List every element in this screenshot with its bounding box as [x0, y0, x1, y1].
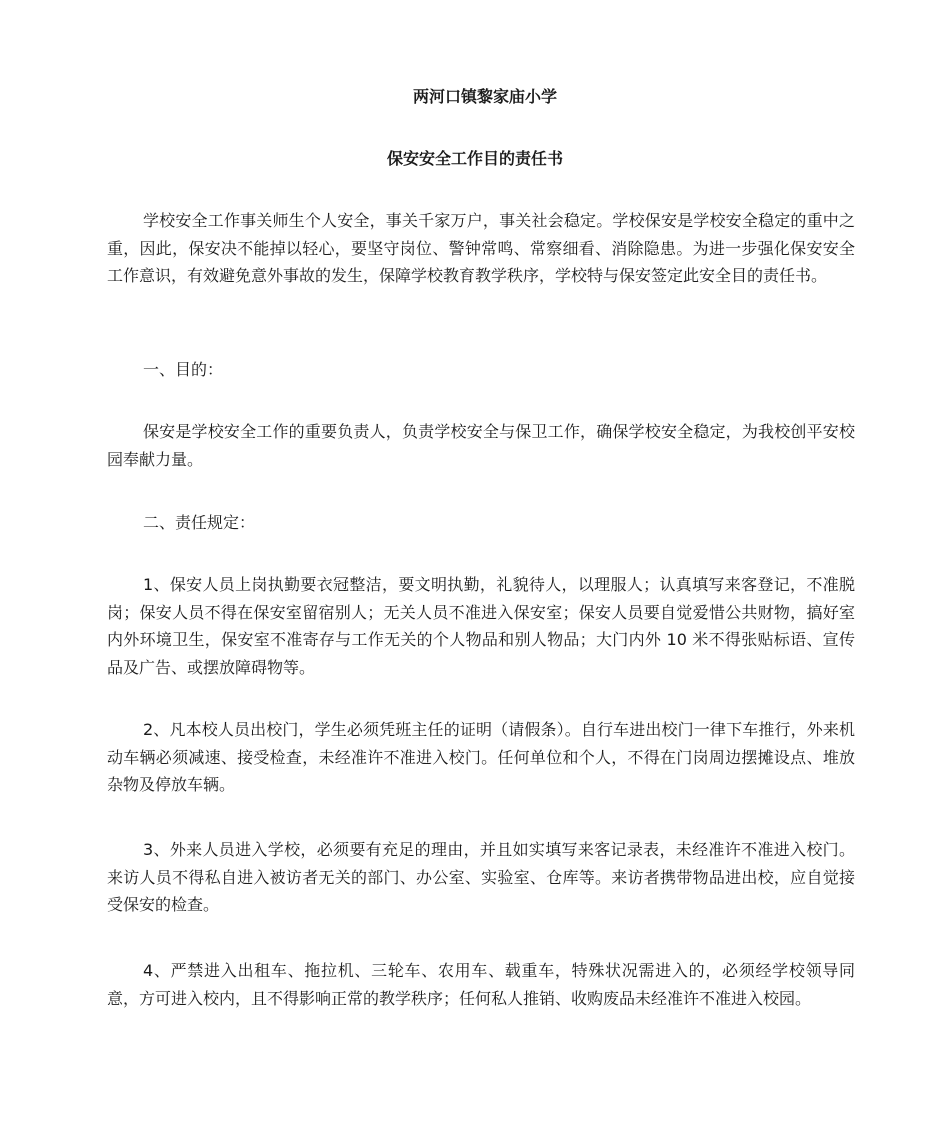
rule-item: 1、保安人员上岗执勤要衣冠整洁，要文明执勤，礼貌待人，以理服人；认真填写来客登记，不准脱岗；保安人员不得在保安室留宿别人；无关人员不准进入保安室；保安人员要自觉爱惜公共财物，搞好室内外环境卫生，保安室不准寄存与工作无关的个人物品和别人物品；大门内外 10 米不得张贴标语、宣传品及广告、或摆放障碍物等。	[107, 575, 855, 677]
document-title: 保安安全工作目的责任书	[386, 149, 563, 168]
section-heading-responsibilities: 二、责任规定：	[143, 513, 256, 532]
school-name: 两河口镇黎家庙小学	[412, 87, 557, 106]
rule-item: 4、严禁进入出租车、拖拉机、三轮车、农用车、载重车，特殊状况需进入的，必须经学校领导同意，方可进入校内，且不得影响正常的教学秩序；任何私人推销、收购废品未经准许不准进入校园。	[107, 961, 855, 1008]
rule-item: 3、外来人员进入学校，必须要有充足的理由，并且如实填写来客记录表，未经准许不准进入校门。来访人员不得私自进入被访者无关的部门、办公室、实验室、仓库等。来访者携带物品进出校，应自觉接受保安的检查。	[107, 840, 855, 914]
purpose-paragraph: 保安是学校安全工作的重要负责人，负责学校安全与保卫工作，确保学校安全稳定，为我校创平安校园奉献力量。	[107, 422, 855, 469]
intro-paragraph: 学校安全工作事关师生个人安全，事关千家万户，事关社会稳定。学校保安是学校安全稳定的重中之重，因此，保安决不能掉以轻心，要坚守岗位、警钟常鸣、常察细看、消除隐患。为进一步强化保安安全工作意识，有效避免意外事故的发生，保障学校教育教学秩序，学校特与保安签定此安全目的责任书。	[107, 211, 855, 285]
rule-item: 2、凡本校人员出校门，学生必须凭班主任的证明（请假条）。自行车进出校门一律下车推行，外来机动车辆必须减速、接受检查，未经准许不准进入校门。任何单位和个人，不得在门岗周边摆摊设点、堆放杂物及停放车辆。	[107, 720, 855, 794]
section-heading-purpose: 一、目的：	[143, 360, 224, 379]
